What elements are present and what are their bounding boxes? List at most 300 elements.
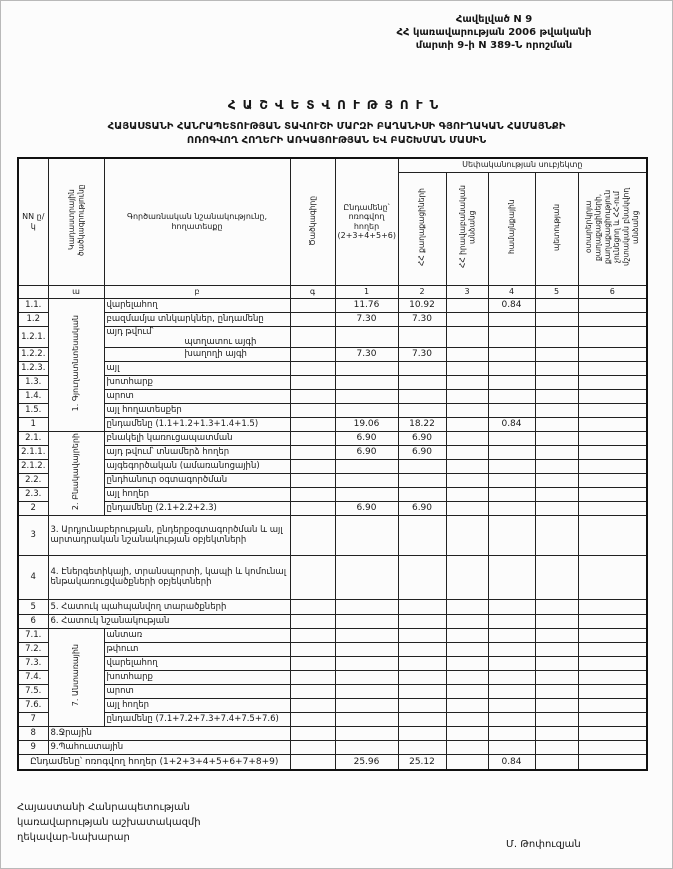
value-cell [578,403,647,417]
code-cell [290,754,335,770]
value-cell [335,473,398,487]
value-cell [578,459,647,473]
col-header-community-label: համայնքային [506,199,516,255]
code-cell [290,501,335,515]
appendix-line: մարտի 9-ի N 389-Ն որոշման [415,40,573,51]
value-cell [335,642,398,656]
value-cell [335,403,398,417]
code-cell [290,642,335,656]
code-cell [290,445,335,459]
table-row [18,698,647,712]
document-title: ՀԱՇՎԵՏՎՈՒԹՅՈՒՆ [227,98,446,112]
value-cell [535,326,578,347]
value-cell [535,515,578,555]
table-header-row [18,158,647,172]
col-header-state [535,172,578,285]
signatory-position-block [17,800,201,845]
value-cell [446,417,488,431]
value-cell [488,445,535,459]
table-row [18,684,647,698]
table-row [18,473,647,487]
table-row [18,403,647,417]
value-cell [398,656,446,670]
table-row [18,642,647,656]
value-cell [446,431,488,445]
col-header-number: NN ը/կ [18,158,48,285]
value-cell [398,403,446,417]
value-cell: 0.84 [488,417,535,431]
value-cell [488,375,535,389]
value-cell [398,726,446,740]
land-type-label: այլ հողատեսքեր [104,403,290,417]
land-category-label: 3. Արդյունաբերության, ընդերքօգտագործման և այլ արտադրական նշանակության օբյեկտների [48,515,290,555]
value-cell [578,555,647,599]
value-cell [488,389,535,403]
value-cell [446,403,488,417]
land-type-label: ընդամենը (7.1+7.2+7.3+7.4+7.5+7.6) [104,712,290,726]
table-row [18,459,647,473]
value-cell [398,698,446,712]
grand-total-label: Ընդամենը՝ ոռոգվող հողեր (1+2+3+4+5+6+7+8+9) [18,754,290,770]
value-cell [446,487,488,501]
value-cell [535,754,578,770]
value-cell [488,712,535,726]
value-cell [578,754,647,770]
value-cell [535,389,578,403]
value-cell [488,473,535,487]
value-cell: 11.76 [335,298,398,312]
appendix-reference [324,13,664,52]
value-cell [578,326,647,347]
table-row [18,312,647,326]
value-cell [535,628,578,642]
value-cell [488,431,535,445]
code-cell [290,347,335,361]
code-cell [290,361,335,375]
code-cell [290,403,335,417]
col-header-cadastral-code [48,158,104,285]
column-letter: ա [48,285,104,298]
col-header-community [488,172,535,285]
value-cell [578,312,647,326]
row-number: 7.6. [18,698,48,712]
category-group-cell [48,628,104,726]
value-cell [535,698,578,712]
code-cell [290,326,335,347]
value-cell [398,614,446,628]
table-row [18,614,647,628]
column-letter: բ [104,285,290,298]
land-type-label-sub: խաղողի այգի [184,349,247,359]
appendix-line: Հավելված N 9 [455,14,533,25]
column-letter: 6 [578,285,647,298]
col-header-citizens [398,172,446,285]
value-cell [446,754,488,770]
subtitle-line: ՀԱՅԱՍՏԱՆԻ ՀԱՆՐԱՊԵՏՈՒԹՅԱՆ ՏԱՎՈՒՇԻ ՄԱՐԶԻ ԲԱՂԱՆԻՍԻ ԳՅՈՒՂԱԿԱՆ ՀԱՄԱՅՆՔԻ [107,121,566,132]
col-header-total-irrigated: Ընդամենը՝ ոռոգվող հողեր (2+3+4+5+6) [335,158,398,285]
land-type-label: բնակելի կառուցապատման [104,431,290,445]
row-number: 7.4. [18,670,48,684]
value-cell [398,487,446,501]
value-cell [446,642,488,656]
category-group-label: 2. Բնակավայրերի [71,432,80,511]
column-letter [18,285,48,298]
value-cell [535,445,578,459]
value-cell: 7.30 [398,312,446,326]
row-number: 2.1.2. [18,459,48,473]
land-type-label: բազմամյա տնկարկներ, ընդամենը [104,312,290,326]
row-number: 1.1. [18,298,48,312]
value-cell [488,403,535,417]
value-cell [535,375,578,389]
land-type-label: անտառ [104,628,290,642]
value-cell [578,361,647,375]
land-type-label: խոտհարք [104,670,290,684]
code-cell [290,298,335,312]
value-cell [488,656,535,670]
ownership-subject-header: Սեփականության սուբյեկտը [398,158,647,172]
table-row [18,417,647,431]
value-cell: 6.90 [335,501,398,515]
row-number: 8 [18,726,48,740]
value-cell [488,614,535,628]
col-header-state-label: պետության [551,203,561,251]
value-cell [398,628,446,642]
value-cell [578,347,647,361]
land-type-label: այլ հողեր [104,487,290,501]
land-type-label: վարելահող [104,298,290,312]
row-number: 1.3. [18,375,48,389]
value-cell [488,459,535,473]
col-header-citizens-label: ՀՀ քաղաքացիների [417,188,427,267]
value-cell [578,740,647,754]
value-cell [535,417,578,431]
value-cell [488,642,535,656]
row-number: 7.5. [18,684,48,698]
value-cell [578,445,647,459]
value-cell [535,487,578,501]
table-row [18,431,647,445]
value-cell [398,684,446,698]
value-cell [535,712,578,726]
value-cell [398,389,446,403]
table-row [18,445,647,459]
land-type-label: թփուտ [104,642,290,656]
code-cell [290,740,335,754]
value-cell [578,698,647,712]
land-category-label: 8.Ջրային [48,726,290,740]
value-cell [578,487,647,501]
irrigated-lands-table [17,157,648,771]
col-header-foreign-label: օտարերկրյա քաղաքացիների, քաղաքացիություն չունեցող և ՀՀ-ում մշտական բնակվող անձանց [584,188,641,267]
value-cell: 25.96 [335,754,398,770]
table-row [18,555,647,599]
value-cell [578,614,647,628]
col-header-code-label: Ծածկագիրը [307,195,317,246]
value-cell [488,312,535,326]
row-number: 1.4. [18,389,48,403]
land-type-label [104,347,290,361]
value-cell: 19.06 [335,417,398,431]
column-letter-row [18,285,647,298]
land-type-label: ընդամենը (1.1+1.2+1.3+1.4+1.5) [104,417,290,431]
value-cell [488,726,535,740]
document-subtitle [1,120,672,147]
value-cell: 6.90 [398,501,446,515]
row-number: 5 [18,599,48,614]
value-cell [335,389,398,403]
value-cell [488,501,535,515]
value-cell [578,726,647,740]
value-cell [535,599,578,614]
code-cell [290,670,335,684]
value-cell [446,459,488,473]
value-cell: 10.92 [398,298,446,312]
row-number: 9 [18,740,48,754]
column-letter: 3 [446,285,488,298]
land-type-label: այգեգործական (ամառանոցային) [104,459,290,473]
value-cell [446,726,488,740]
value-cell [535,361,578,375]
code-cell [290,712,335,726]
row-number: 3 [18,515,48,555]
category-group-label: 1. Գյուղատնտեսական [71,314,80,412]
table-row [18,628,647,642]
column-letter: 4 [488,285,535,298]
value-cell: 6.90 [398,445,446,459]
code-cell [290,389,335,403]
row-number: 4 [18,555,48,599]
value-cell [578,656,647,670]
value-cell [335,684,398,698]
land-type-label-prefix: այդ թվում՝ [106,326,154,337]
value-cell [535,642,578,656]
value-cell [488,555,535,599]
value-cell [535,501,578,515]
value-cell [446,361,488,375]
value-cell [488,326,535,347]
value-cell [535,473,578,487]
value-cell [446,326,488,347]
value-cell [535,614,578,628]
land-type-label: վարելահող [104,656,290,670]
value-cell [578,417,647,431]
value-cell [578,599,647,614]
value-cell [398,642,446,656]
value-cell [398,361,446,375]
row-number: 6 [18,614,48,628]
code-cell [290,375,335,389]
value-cell [535,740,578,754]
code-cell [290,417,335,431]
value-cell [335,740,398,754]
value-cell [398,459,446,473]
code-cell [290,431,335,445]
col-header-functional-purpose: Գործառնական նշանակությունը, հողատեսքը [104,158,290,285]
table-row [18,298,647,312]
value-cell [578,684,647,698]
value-cell [446,389,488,403]
value-cell [446,614,488,628]
row-number: 7.2. [18,642,48,656]
signatory-line: Հայաստանի Հանրապետության [17,802,191,813]
value-cell [446,298,488,312]
value-cell [335,487,398,501]
category-group-cell [48,431,104,515]
value-cell [398,670,446,684]
land-category-label: 9.Պահուստային [48,740,290,754]
value-cell [335,726,398,740]
value-cell [446,740,488,754]
row-number: 7 [18,712,48,726]
value-cell [488,347,535,361]
table-row [18,389,647,403]
row-number: 1 [18,417,48,431]
value-cell [398,599,446,614]
column-letter: 2 [398,285,446,298]
col-header-legal-entities [446,172,488,285]
col-header-cadastral-code-label: Կադաստրային ծածկագրությունը [66,184,85,257]
value-cell [488,628,535,642]
table-row [18,375,647,389]
value-cell [488,740,535,754]
value-cell [398,712,446,726]
value-cell [398,326,446,347]
value-cell [335,712,398,726]
column-letter: 5 [535,285,578,298]
land-type-label: ընդհանուր օգտագործման [104,473,290,487]
code-cell [290,599,335,614]
code-cell [290,515,335,555]
value-cell [488,487,535,501]
value-cell [446,473,488,487]
land-type-label: արոտ [104,684,290,698]
value-cell [398,555,446,599]
value-cell [535,656,578,670]
col-header-legal-entities-label: ՀՀ իրավաբանական անձանց [457,185,476,269]
row-number: 1.5. [18,403,48,417]
table-row [18,670,647,684]
signatory-line: կառավարության աշխատակազմի [17,817,201,828]
value-cell [446,684,488,698]
value-cell [446,599,488,614]
value-cell [446,312,488,326]
land-type-label: խոտհարք [104,375,290,389]
land-type-label: այլ [104,361,290,375]
value-cell [446,347,488,361]
table-row [18,515,647,555]
value-cell: 6.90 [335,431,398,445]
value-cell [398,515,446,555]
value-cell: 7.30 [398,347,446,361]
value-cell [578,670,647,684]
table-row [18,726,647,740]
category-group-label: 7. Անտառային [71,644,80,707]
value-cell [535,403,578,417]
value-cell [335,515,398,555]
value-cell [446,656,488,670]
land-type-label: այդ թվում՝ տնամերձ հողեր [104,445,290,459]
table-row [18,754,647,770]
value-cell [488,599,535,614]
value-cell [578,389,647,403]
value-cell [535,459,578,473]
value-cell: 18.22 [398,417,446,431]
land-category-label: 5. Հատուկ պահպանվող տարածքների [48,599,290,614]
value-cell [398,740,446,754]
col-header-code [290,158,335,285]
row-number: 2 [18,501,48,515]
category-group-cell [48,298,104,431]
value-cell [535,298,578,312]
row-number: 7.1. [18,628,48,642]
row-number: 1.2 [18,312,48,326]
code-cell [290,459,335,473]
value-cell [578,628,647,642]
value-cell [446,375,488,389]
value-cell [535,431,578,445]
row-number: 1.2.3. [18,361,48,375]
value-cell [488,698,535,712]
table-row [18,361,647,375]
appendix-line: ՀՀ կառավարության 2006 թվականի [396,27,592,38]
value-cell: 7.30 [335,347,398,361]
value-cell [488,684,535,698]
row-number: 7.3. [18,656,48,670]
value-cell: 6.90 [398,431,446,445]
row-number: 2.2. [18,473,48,487]
row-number: 1.2.1. [18,326,48,347]
value-cell [535,555,578,599]
value-cell: 6.90 [335,445,398,459]
value-cell [488,670,535,684]
value-cell [335,670,398,684]
table-row [18,347,647,361]
row-number: 1.2.2. [18,347,48,361]
value-cell [335,326,398,347]
value-cell: 7.30 [335,312,398,326]
land-type-label: արոտ [104,389,290,403]
code-cell [290,555,335,599]
value-cell [335,361,398,375]
value-cell [335,555,398,599]
land-type-label [104,326,290,347]
land-type-label: ընդամենը (2.1+2.2+2.3) [104,501,290,515]
value-cell [578,473,647,487]
value-cell [446,555,488,599]
value-cell [446,445,488,459]
table-row [18,487,647,501]
column-letter: գ [290,285,335,298]
code-cell [290,726,335,740]
value-cell [335,698,398,712]
value-cell: 0.84 [488,754,535,770]
value-cell [335,614,398,628]
code-cell [290,628,335,642]
value-cell [535,726,578,740]
table-row [18,501,647,515]
land-type-label-sub: պտղատու այգի [184,336,257,347]
col-header-foreign [578,172,647,285]
value-cell [578,375,647,389]
table-row [18,326,647,347]
value-cell [335,656,398,670]
code-cell [290,656,335,670]
value-cell [578,501,647,515]
value-cell [535,347,578,361]
value-cell [578,298,647,312]
value-cell [535,670,578,684]
